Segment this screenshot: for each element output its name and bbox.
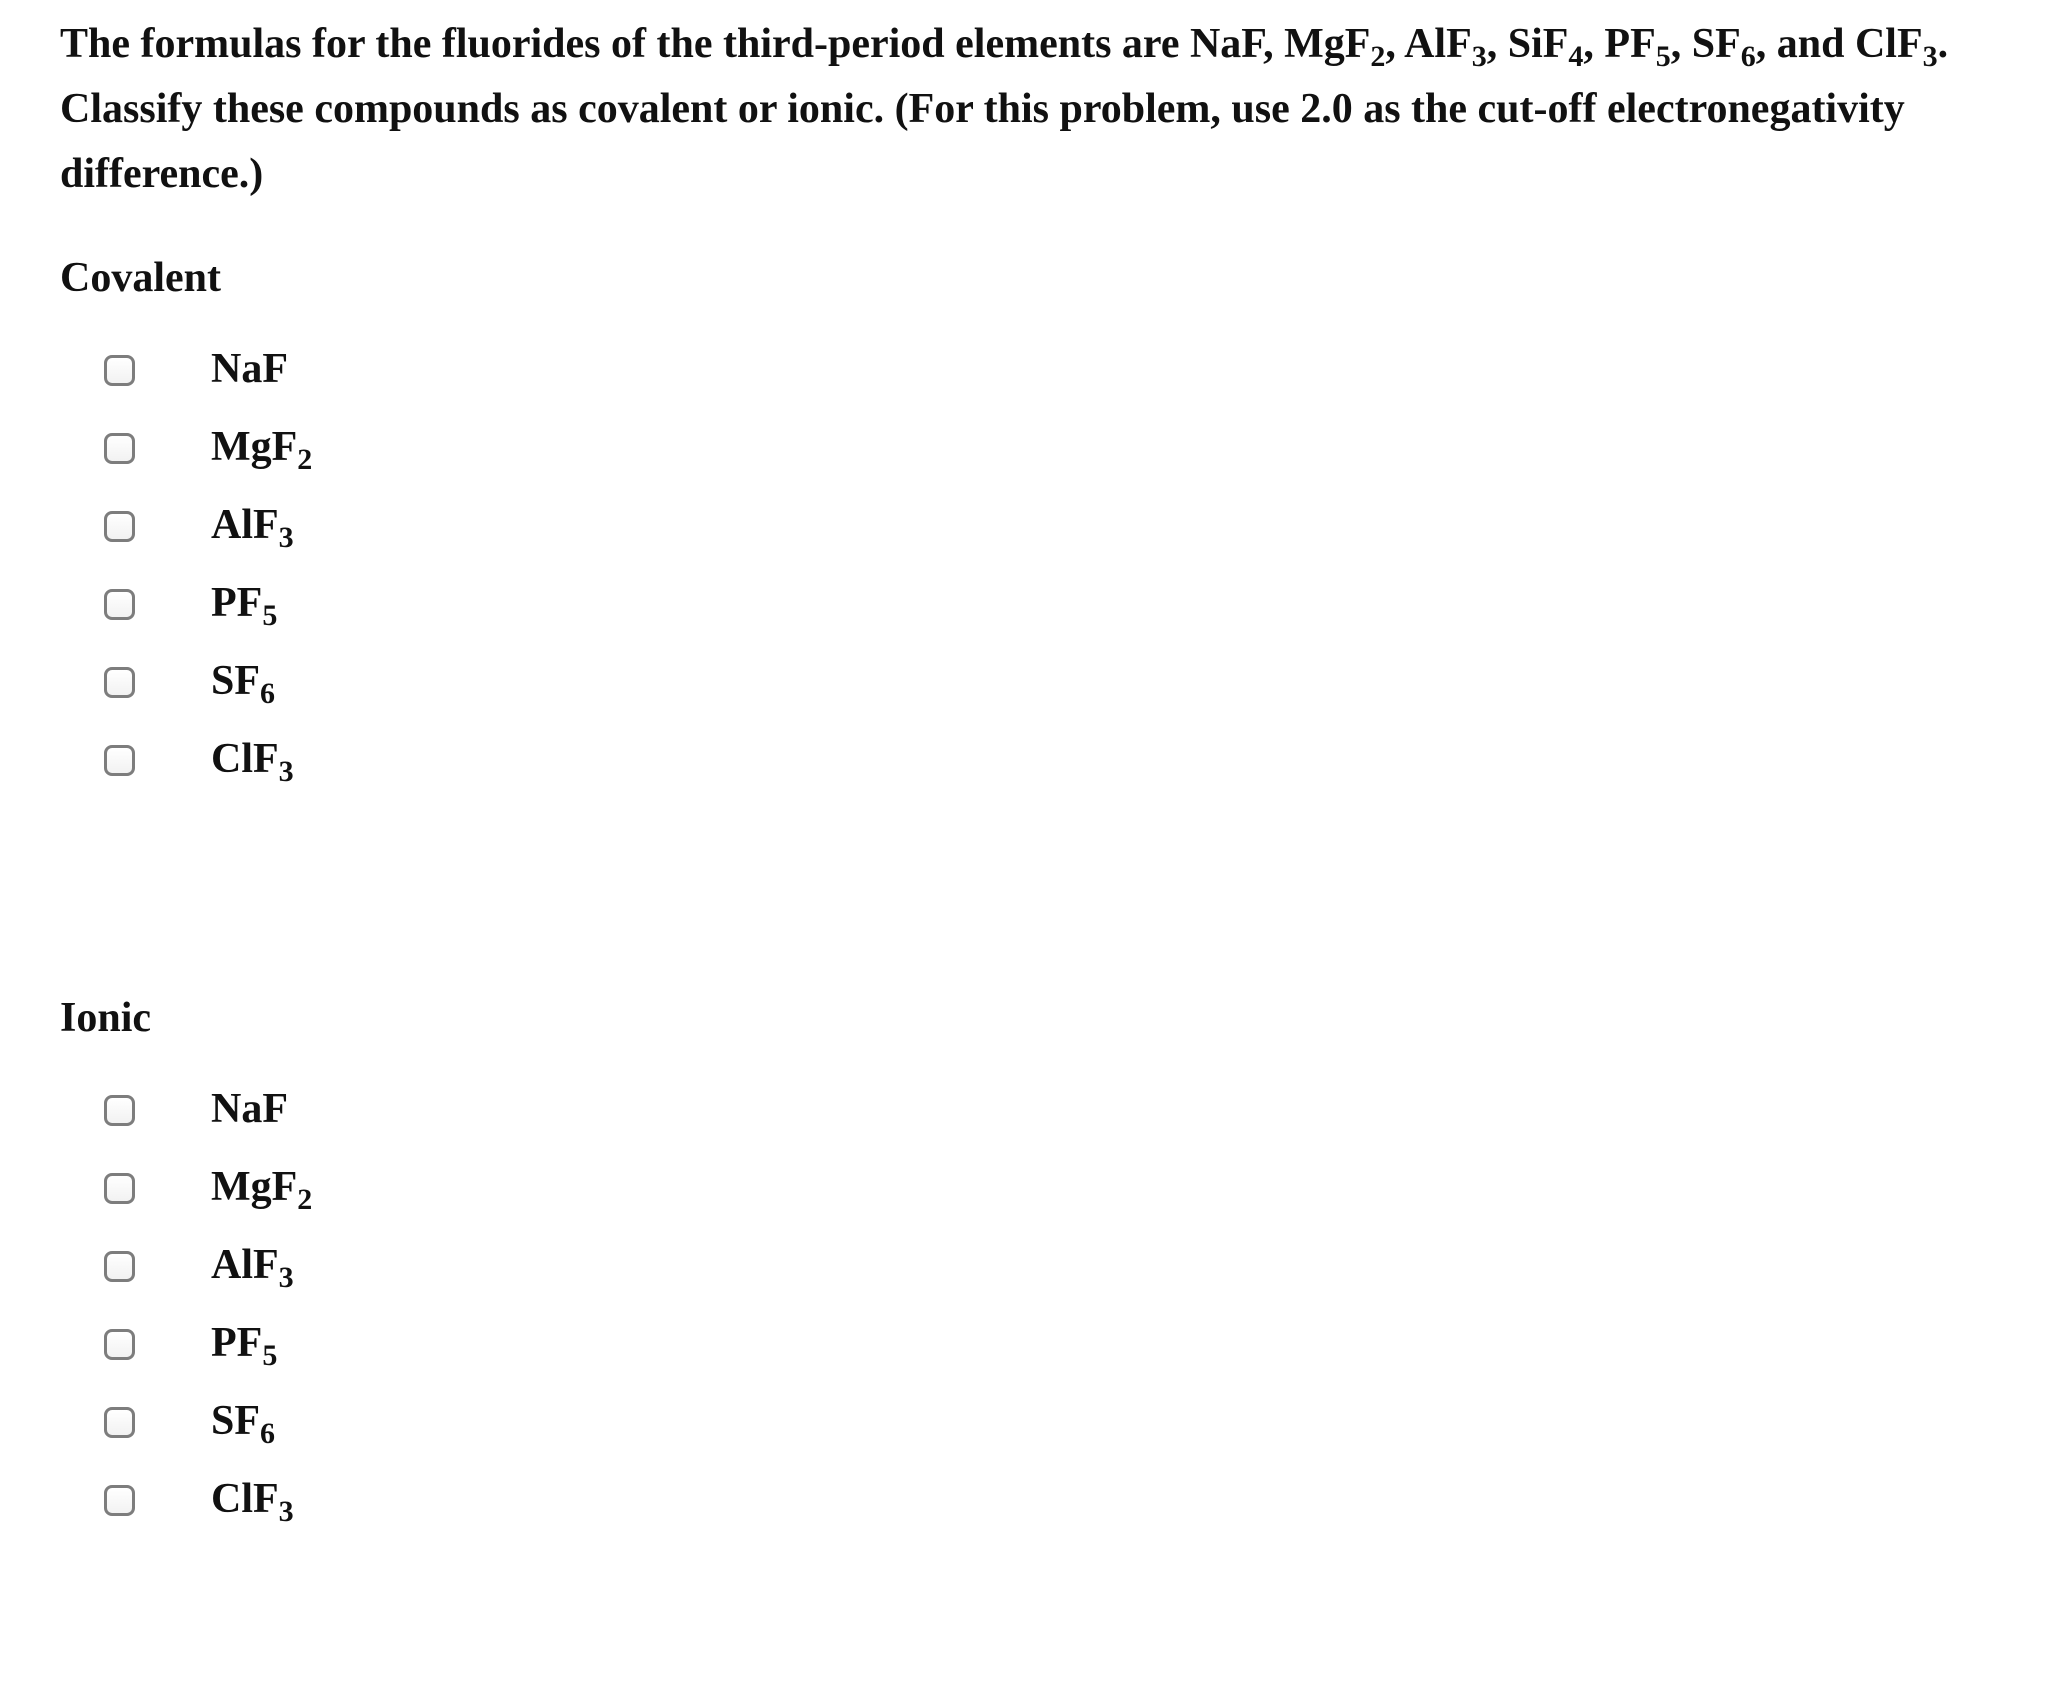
ionic-option-alf[interactable] (0, 1231, 600, 1311)
formula-base: NaF (211, 1086, 288, 1132)
ionic-checkbox-mgf[interactable] (104, 1173, 135, 1204)
formula-label (211, 1395, 276, 1450)
formula-base: MgF (211, 1164, 298, 1210)
ionic-checkbox-naf[interactable] (104, 1095, 135, 1126)
covalent-heading: Covalent (60, 255, 221, 301)
question-segment: , AlF (1385, 21, 1472, 67)
formula-base: ClF (211, 1476, 279, 1522)
covalent-checkbox-clf[interactable] (104, 745, 135, 776)
ionic-option-naf[interactable] (0, 1075, 600, 1155)
question-subscript: 4 (1568, 40, 1584, 73)
covalent-checkbox-naf[interactable] (104, 355, 135, 386)
formula-base: ClF (211, 736, 279, 782)
formula-base: NaF (211, 346, 288, 392)
formula-label (211, 655, 276, 710)
formula-base: PF (211, 580, 263, 626)
formula-label (211, 499, 294, 554)
question-subscript: 2 (1370, 40, 1386, 73)
ionic-checkbox-pf[interactable] (104, 1329, 135, 1360)
formula-label (211, 343, 288, 395)
covalent-checkbox-alf[interactable] (104, 511, 135, 542)
formula-subscript: 5 (262, 1339, 278, 1372)
question-subscript: 3 (1922, 40, 1938, 73)
ionic-checkbox-sf[interactable] (104, 1407, 135, 1438)
covalent-option-clf[interactable] (0, 725, 600, 805)
formula-subscript: 6 (260, 1417, 276, 1450)
question-subscript: 5 (1655, 40, 1671, 73)
question-subscript: 3 (1471, 40, 1487, 73)
covalent-option-sf[interactable] (0, 647, 600, 727)
formula-base: SF (211, 658, 261, 704)
question-text (60, 12, 2020, 207)
formula-base: SF (211, 1398, 261, 1444)
formula-subscript: 2 (297, 1183, 313, 1216)
covalent-checkbox-sf[interactable] (104, 667, 135, 698)
question-segment: The formulas for the fluorides of the third-period elements are NaF, MgF (60, 21, 1371, 67)
ionic-checkbox-clf[interactable] (104, 1485, 135, 1516)
formula-subscript: 5 (262, 599, 278, 632)
ionic-heading: Ionic (60, 995, 152, 1041)
covalent-checkbox-mgf[interactable] (104, 433, 135, 464)
covalent-option-pf[interactable] (0, 569, 600, 649)
ionic-option-mgf[interactable] (0, 1153, 600, 1233)
ionic-checkbox-alf[interactable] (104, 1251, 135, 1282)
formula-label (211, 421, 313, 476)
formula-base: AlF (211, 502, 279, 548)
question-segment: , and ClF (1755, 21, 1923, 67)
formula-subscript: 6 (260, 677, 276, 710)
formula-subscript: 3 (278, 1495, 294, 1528)
question-segment: , SiF (1486, 21, 1569, 67)
formula-label (211, 1317, 278, 1372)
formula-subscript: 2 (297, 443, 313, 476)
question-segment: , PF (1583, 21, 1656, 67)
formula-base: MgF (211, 424, 298, 470)
ionic-option-clf[interactable] (0, 1465, 600, 1545)
formula-label (211, 1239, 294, 1294)
covalent-option-alf[interactable] (0, 491, 600, 571)
question-segment: , SF (1670, 21, 1741, 67)
formula-label (211, 1161, 313, 1216)
ionic-option-sf[interactable] (0, 1387, 600, 1467)
covalent-option-naf[interactable] (0, 335, 600, 415)
ionic-option-pf[interactable] (0, 1309, 600, 1389)
formula-label (211, 1473, 294, 1528)
formula-subscript: 3 (278, 755, 294, 788)
formula-label (211, 577, 278, 632)
question-segment: . Classify these compounds as covalent or ionic. (For this problem, use 2.0 as the cut-off electronegativity difference.) (60, 21, 1949, 197)
question-subscript: 6 (1740, 40, 1756, 73)
formula-base: PF (211, 1320, 263, 1366)
formula-label (211, 733, 294, 788)
covalent-checkbox-pf[interactable] (104, 589, 135, 620)
formula-subscript: 3 (278, 1261, 294, 1294)
formula-label (211, 1083, 288, 1135)
formula-base: AlF (211, 1242, 279, 1288)
formula-subscript: 3 (278, 521, 294, 554)
covalent-option-mgf[interactable] (0, 413, 600, 493)
